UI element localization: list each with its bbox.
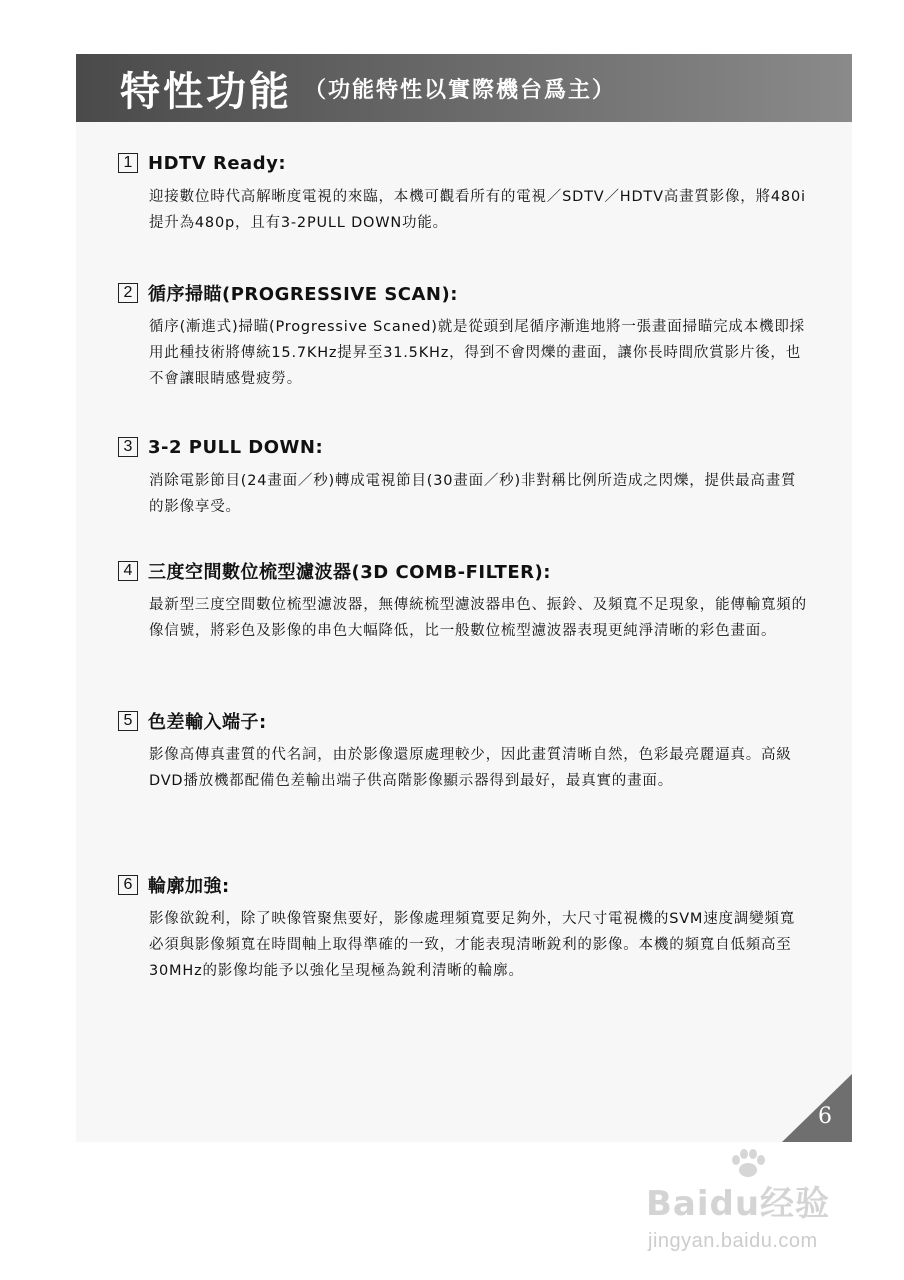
section-number: 5 [118, 711, 138, 731]
section-body: 影像高傳真畫質的代名詞，由於影像還原處理較少，因此畫質清晰自然，色彩最亮麗逼真。高級DVD播放機都配備色差輸出端子供高階影像顯示器得到最好，最真實的畫面。 [149, 747, 792, 789]
section-number: 4 [118, 561, 138, 581]
section-title: 循序掃瞄(PROGRESSIVE SCAN): [148, 284, 458, 305]
feature-section-6 [118, 872, 808, 984]
feature-section-3 [118, 434, 808, 520]
feature-section-2 [118, 280, 808, 392]
section-body: 循序(漸進式)掃瞄(Progressive Scaned)就是從頭到尾循序漸進地將一張畫面掃瞄完成本機即採用此種技術將傳統15.7KHz提昇至31.5KHz，得到不會閃爍的畫面，讓你長時間欣賞影片後，也不會讓眼睛感覺疲勞。 [149, 319, 805, 387]
watermark-logo: Baidu经验 [646, 1184, 831, 1224]
feature-section-4 [118, 558, 808, 644]
watermark-url: jingyan.baidu.com [648, 1230, 818, 1252]
header-bar [76, 54, 852, 122]
page-corner-triangle [782, 1074, 852, 1142]
page-title: 特性功能 [120, 68, 292, 115]
page-subtitle: （功能特性以實際機台爲主） [304, 77, 617, 103]
section-title: 三度空間數位梳型濾波器(3D COMB-FILTER): [148, 562, 551, 583]
section-body: 最新型三度空間數位梳型濾波器，無傳統梳型濾波器串色、振鈴、及頻寬不足現象，能傳輸寬頻的像信號，將彩色及影像的串色大幅降低，比一般數位梳型濾波器表現更純淨清晰的彩色畫面。 [149, 597, 807, 639]
section-number: 3 [118, 437, 138, 457]
feature-section-1 [118, 150, 808, 236]
page-number: 6 [818, 1104, 832, 1129]
section-title: 色差輸入端子: [148, 712, 267, 733]
section-number: 1 [118, 153, 138, 173]
section-body: 消除電影節目(24畫面／秒)轉成電視節目(30畫面／秒)非對稱比例所造成之閃爍，提供最高畫質的影像享受。 [149, 473, 797, 515]
feature-section-5 [118, 708, 808, 794]
section-number: 2 [118, 283, 138, 303]
section-body: 迎接數位時代高解晰度電視的來臨，本機可觀看所有的電視／SDTV／HDTV高畫質影像，將480i提升為480p，且有3-2PULL DOWN功能。 [149, 189, 806, 231]
section-title: 輪廓加強: [148, 876, 230, 897]
section-title: HDTV Ready: [148, 152, 287, 174]
watermark [640, 1148, 850, 1268]
section-body: 影像欲銳利，除了映像管聚焦要好，影像處理頻寬要足夠外，大尺寸電視機的SVM速度調變頻寬必須與影像頻寬在時間軸上取得準確的一致，才能表現清晰銳利的影像。本機的頻寬自低頻高至30MHz的影像均能予以強化呈現極為銳利清晰的輪廓。 [149, 911, 796, 979]
section-title: 3-2 PULL DOWN: [148, 436, 324, 458]
section-number: 6 [118, 875, 138, 895]
